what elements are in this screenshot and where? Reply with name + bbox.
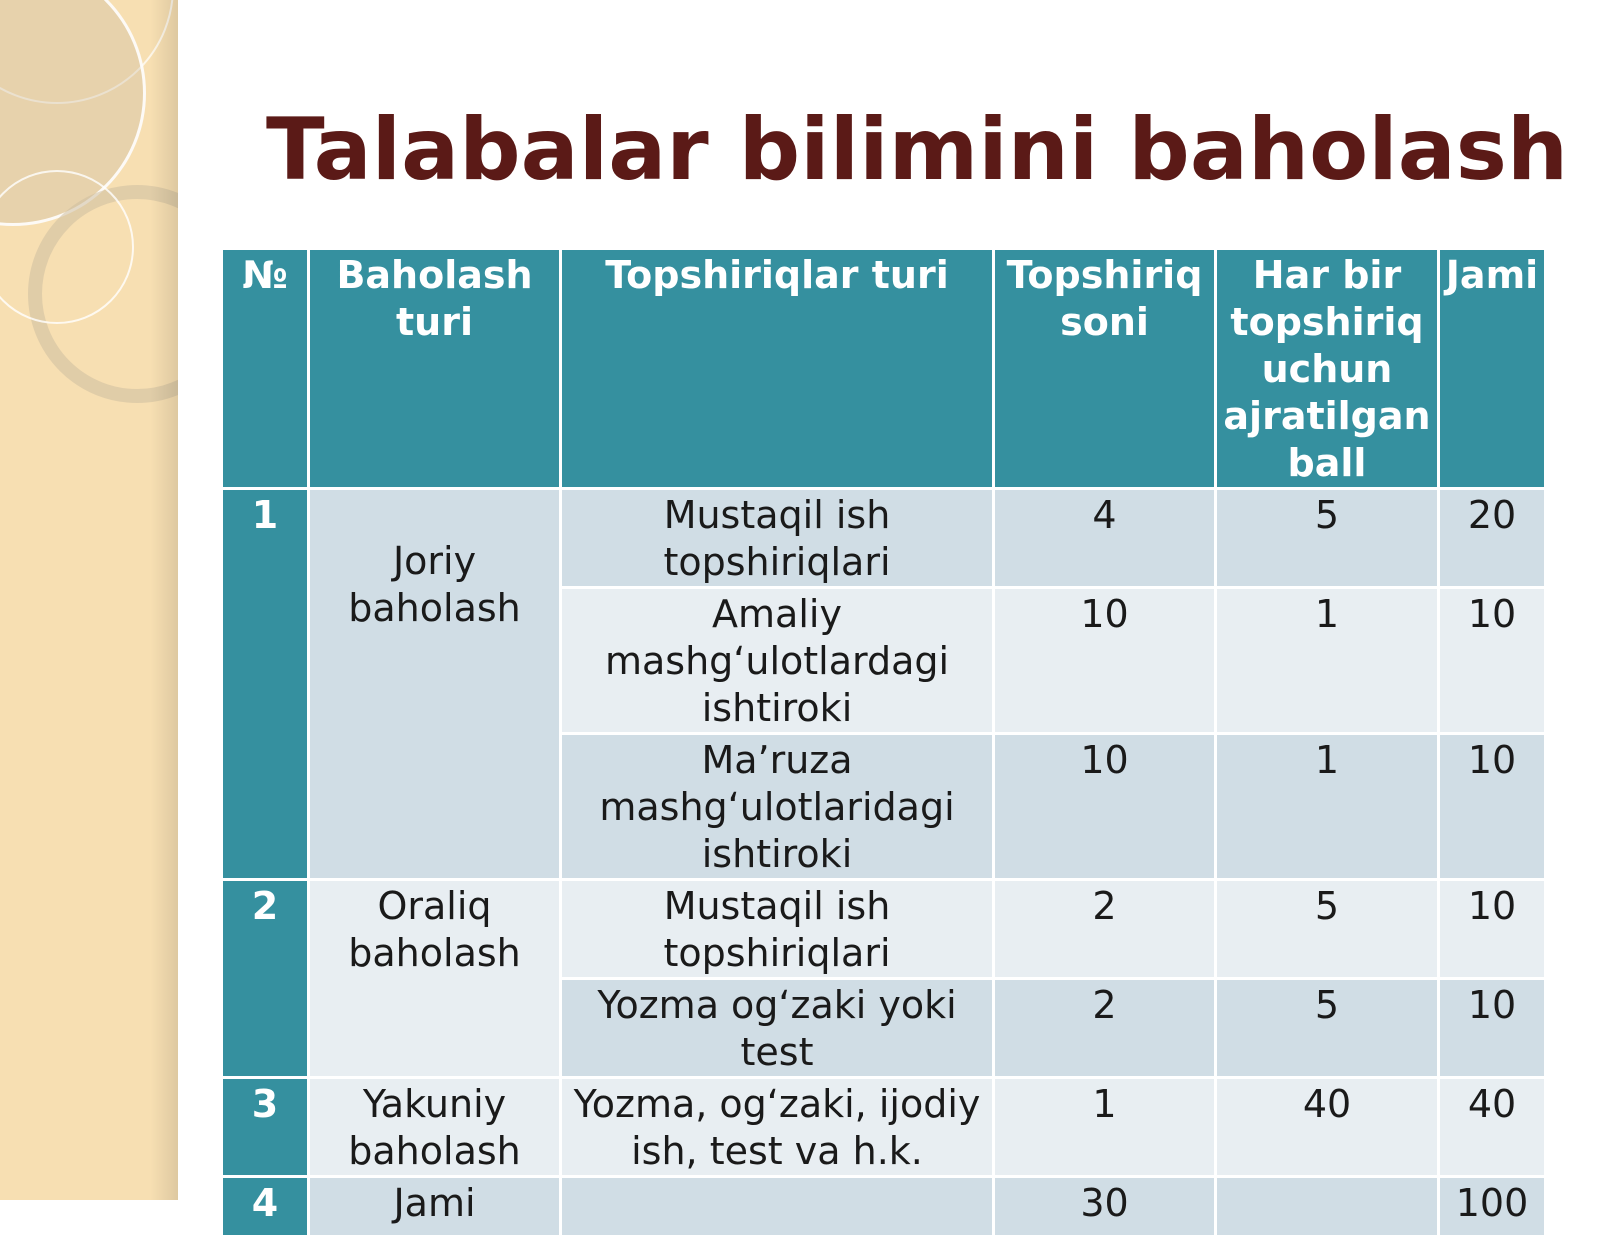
task-type: Ma’ruza mashg‘ulotlaridagi ishtiroki	[561, 734, 994, 880]
task-points: 5	[1216, 979, 1439, 1078]
assessment-type: Jami	[309, 1177, 561, 1237]
table-row	[222, 489, 1546, 588]
task-type: Mustaqil ish topshiriqlari	[561, 880, 994, 979]
task-count: 10	[994, 734, 1216, 880]
header-cell: Jami	[1439, 249, 1546, 489]
task-points: 5	[1216, 489, 1439, 588]
table-row	[222, 1078, 1546, 1177]
task-points: 1	[1216, 734, 1439, 880]
row-number: 3	[222, 1078, 309, 1177]
decorative-side-band	[0, 0, 178, 1200]
task-count: 4	[994, 489, 1216, 588]
task-count: 2	[994, 979, 1216, 1078]
assessment-table	[220, 247, 1547, 1238]
header-cell: №	[222, 249, 309, 489]
row-number: 1	[222, 489, 309, 880]
task-total: 10	[1439, 588, 1546, 734]
task-type: Yozma, og‘zaki, ijodiy ish, test va h.k.	[561, 1078, 994, 1177]
task-count: 2	[994, 880, 1216, 979]
table-header-row	[222, 249, 1546, 489]
task-type: Yozma og‘zaki yoki test	[561, 979, 994, 1078]
table-row	[222, 880, 1546, 979]
task-total: 40	[1439, 1078, 1546, 1177]
task-total: 10	[1439, 734, 1546, 880]
task-total: 20	[1439, 489, 1546, 588]
task-points: 5	[1216, 880, 1439, 979]
task-type: Mustaqil ish topshiriqlari	[561, 489, 994, 588]
task-type: Amaliy mashg‘ulotlardagi ishtiroki	[561, 588, 994, 734]
row-number: 4	[222, 1177, 309, 1237]
header-cell: Baholash turi	[309, 249, 561, 489]
assessment-type: Yakuniy baholash	[309, 1078, 561, 1177]
header-cell: Topshiriq soni	[994, 249, 1216, 489]
task-count: 30	[994, 1177, 1216, 1237]
task-count: 1	[994, 1078, 1216, 1177]
band-shadow	[150, 0, 178, 1200]
assessment-type: Oraliq baholash	[309, 880, 561, 1078]
row-number: 2	[222, 880, 309, 1078]
task-points: 40	[1216, 1078, 1439, 1177]
task-total: 10	[1439, 880, 1546, 979]
task-type	[561, 1177, 994, 1237]
task-points: 1	[1216, 588, 1439, 734]
task-points	[1216, 1177, 1439, 1237]
task-total: 10	[1439, 979, 1546, 1078]
assessment-type: Joriy baholash	[309, 489, 561, 880]
task-count: 10	[994, 588, 1216, 734]
table-row	[222, 1177, 1546, 1237]
task-total: 100	[1439, 1177, 1546, 1237]
slide-title: Talabalar bilimini baholash	[266, 100, 1569, 200]
header-cell: Topshiriqlar turi	[561, 249, 994, 489]
header-cell: Har bir topshiriq uchun ajratilgan ball	[1216, 249, 1439, 489]
